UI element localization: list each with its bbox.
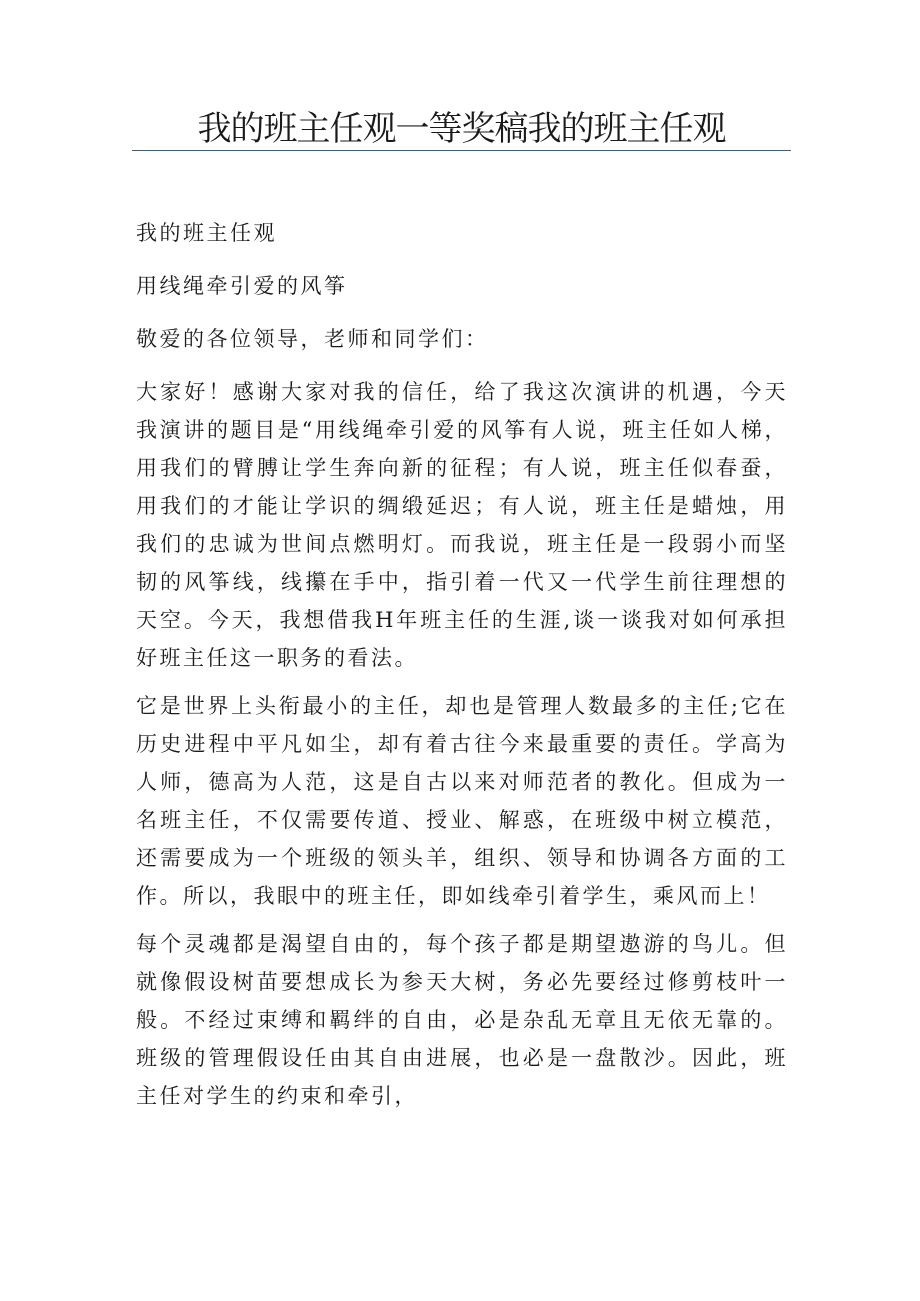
paragraph-1: 大家好！感谢大家对我的信任，给了我这次演讲的机遇，今天我演讲的题目是“用线绳牵引爱的风筝有人说，班主任如人梯，用我们的臂膊让学生奔向新的征程；有人说，班主任似春蚕，用我们的才能让学识的绸缎延迟；有人说，班主任是蜡烛，用我们的忠诚为世间点燃明灯。而我说，班主任是一段弱小而坚韧的风筝线，线攥在手中，指引着一代又一代学生前往理想的天空。今天，我想借我H年班主任的生涯,谈一谈我对如何承担好班主任这一职务的看法。 [136, 380, 788, 670]
title-underline [132, 150, 791, 151]
heading-line: 我的班主任观 [136, 221, 277, 245]
subheading-line: 用线绳牵引爱的风筝 [136, 274, 348, 298]
salutation-line: 敬爱的各位领导，老师和同学们： [136, 327, 489, 351]
paragraph-2: 它是世界上头衔最小的主任，却也是管理人数最多的主任;它在历史进程中平凡如尘，却有着古往今来最重要的责任。学高为人师，德高为人范，这是自古以来对师范者的教化。但成为一名班主任，不仅需要传道、授业、解惑，在班级中树立模范，还需要成为一个班级的领头羊，组织、领导和协调各方面的工作。所以，我眼中的班主任，即如线牵引着学生，乘风而上！ [136, 694, 788, 908]
document-body [136, 214, 788, 1125]
document-title: 我的班主任观一等奖稿我的班主任观 [197, 109, 726, 149]
paragraph-3: 每个灵魂都是渴望自由的，每个孩子都是期望遨游的鸟儿。但就像假设树苗要想成长为参天大树，务必先要经过修剪枝叶一般。不经过束缚和羁绊的自由，必是杂乱无章且无依无靠的。班级的管理假设任由其自由进展，也必是一盘散沙。因此，班主任对学生的约束和牵引， [136, 932, 788, 1108]
